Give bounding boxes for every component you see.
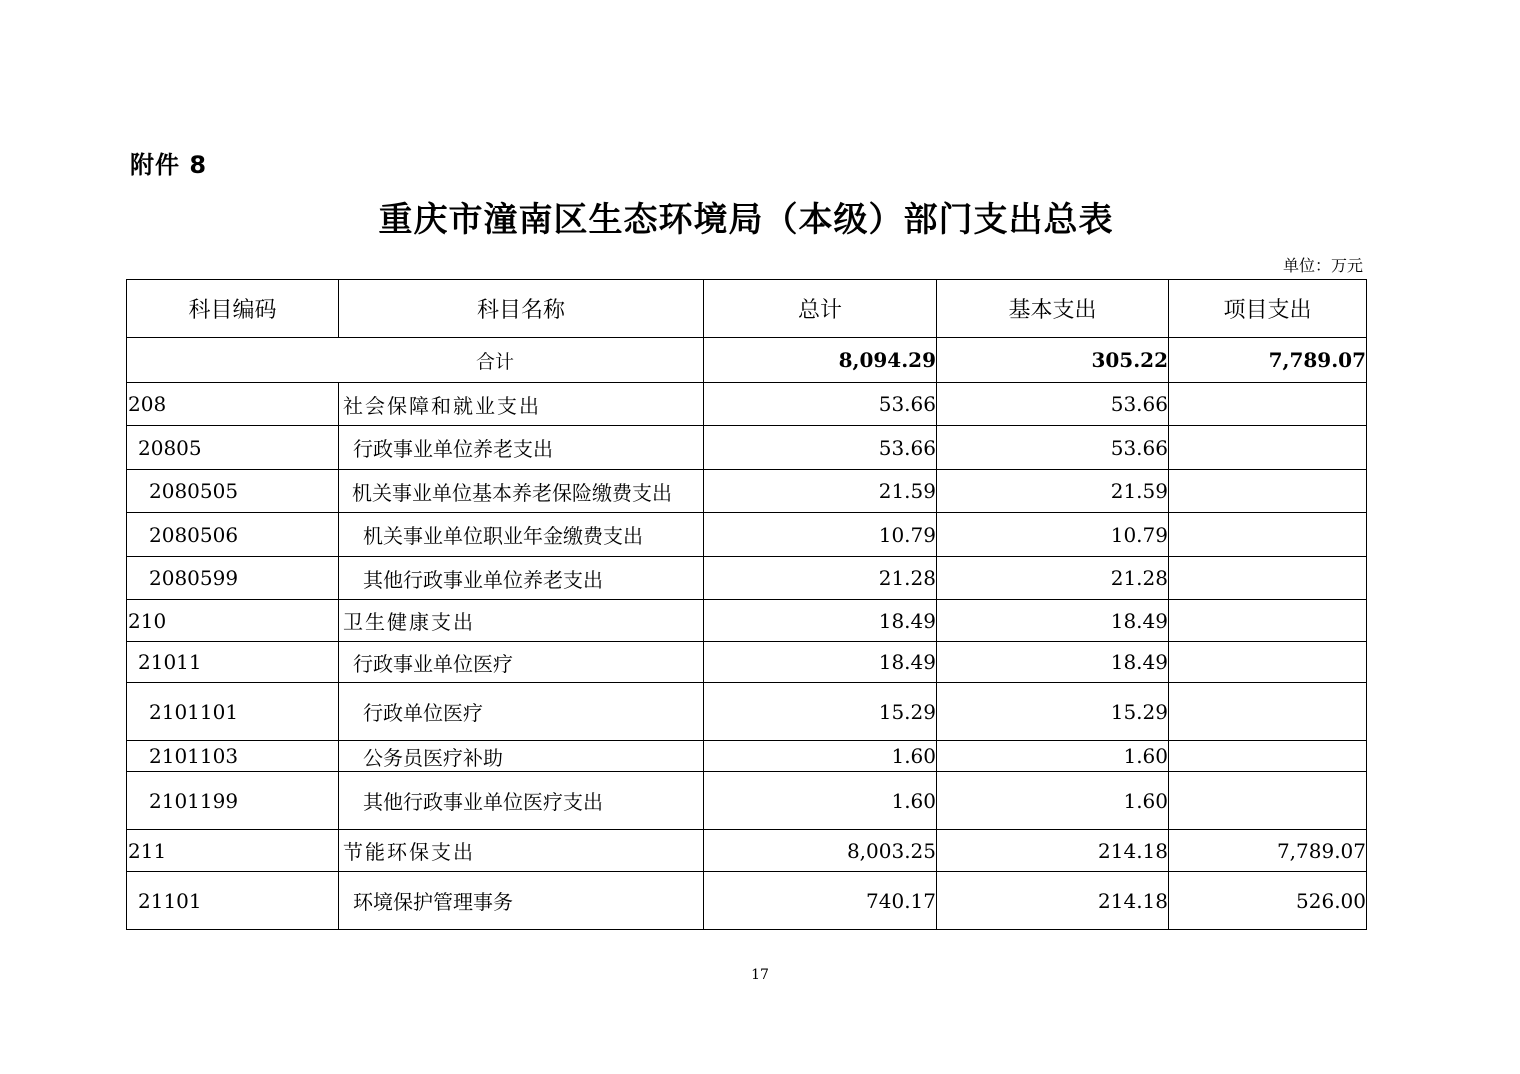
row-project — [1169, 383, 1367, 426]
document-title: 重庆市潼南区生态环境局（本级）部门支出总表 — [378, 200, 1114, 240]
table-row — [127, 470, 1367, 513]
row-name: 机关事业单位基本养老保险缴费支出 — [339, 470, 704, 513]
row-name: 行政事业单位养老支出 — [339, 426, 704, 470]
unit-label: 单位：万元 — [1282, 256, 1363, 275]
row-name: 环境保护管理事务 — [339, 872, 704, 930]
row-total: 740.17 — [704, 872, 937, 930]
page-number: 17 — [751, 967, 769, 983]
table-row — [127, 642, 1367, 683]
row-total: 1.60 — [704, 772, 937, 830]
row-total: 21.59 — [704, 470, 937, 513]
total-row — [127, 338, 1367, 383]
row-name: 其他行政事业单位养老支出 — [339, 557, 704, 600]
row-basic: 21.59 — [937, 470, 1169, 513]
table-row — [127, 426, 1367, 470]
table-row — [127, 772, 1367, 830]
row-name: 卫生健康支出 — [339, 600, 704, 642]
header-total: 总计 — [704, 280, 937, 338]
row-code: 2080599 — [127, 557, 339, 600]
row-basic: 1.60 — [937, 772, 1169, 830]
row-total: 1.60 — [704, 741, 937, 772]
expenditure-table — [126, 279, 1367, 930]
row-basic: 53.66 — [937, 426, 1169, 470]
row-name: 其他行政事业单位医疗支出 — [339, 772, 704, 830]
row-total: 8,003.25 — [704, 830, 937, 872]
row-code: 21011 — [127, 642, 339, 683]
row-total: 15.29 — [704, 683, 937, 741]
row-basic: 15.29 — [937, 683, 1169, 741]
row-total: 53.66 — [704, 383, 937, 426]
row-project — [1169, 426, 1367, 470]
row-basic: 214.18 — [937, 872, 1169, 930]
total-project: 7,789.07 — [1169, 338, 1367, 383]
row-name: 机关事业单位职业年金缴费支出 — [339, 513, 704, 557]
table-row — [127, 741, 1367, 772]
row-name: 节能环保支出 — [339, 830, 704, 872]
table-row — [127, 683, 1367, 741]
row-basic: 10.79 — [937, 513, 1169, 557]
row-project: 526.00 — [1169, 872, 1367, 930]
header-basic: 基本支出 — [937, 280, 1169, 338]
total-amount: 8,094.29 — [704, 338, 937, 383]
row-project — [1169, 741, 1367, 772]
row-code: 2101103 — [127, 741, 339, 772]
row-basic: 18.49 — [937, 642, 1169, 683]
row-project — [1169, 557, 1367, 600]
row-name: 社会保障和就业支出 — [339, 383, 704, 426]
attachment-label: 附件 8 — [130, 151, 208, 179]
table-row — [127, 872, 1367, 930]
row-project — [1169, 600, 1367, 642]
row-code: 2101199 — [127, 772, 339, 830]
row-total: 21.28 — [704, 557, 937, 600]
header-project: 项目支出 — [1169, 280, 1367, 338]
row-basic: 214.18 — [937, 830, 1169, 872]
total-label: 合计 — [127, 338, 704, 383]
row-code: 210 — [127, 600, 339, 642]
table-row — [127, 600, 1367, 642]
row-code: 21101 — [127, 872, 339, 930]
total-basic: 305.22 — [937, 338, 1169, 383]
header-name: 科目名称 — [339, 280, 704, 338]
row-code: 2101101 — [127, 683, 339, 741]
row-name: 公务员医疗补助 — [339, 741, 704, 772]
row-project: 7,789.07 — [1169, 830, 1367, 872]
row-project — [1169, 683, 1367, 741]
table-header-row — [127, 280, 1367, 338]
row-total: 10.79 — [704, 513, 937, 557]
row-name: 行政事业单位医疗 — [339, 642, 704, 683]
row-project — [1169, 470, 1367, 513]
row-basic: 18.49 — [937, 600, 1169, 642]
row-code: 211 — [127, 830, 339, 872]
row-basic: 21.28 — [937, 557, 1169, 600]
row-code: 20805 — [127, 426, 339, 470]
row-basic: 53.66 — [937, 383, 1169, 426]
row-code: 2080505 — [127, 470, 339, 513]
header-code: 科目编码 — [127, 280, 339, 338]
table-row — [127, 557, 1367, 600]
row-project — [1169, 772, 1367, 830]
row-total: 53.66 — [704, 426, 937, 470]
row-project — [1169, 642, 1367, 683]
table-row — [127, 383, 1367, 426]
row-total: 18.49 — [704, 600, 937, 642]
row-name: 行政单位医疗 — [339, 683, 704, 741]
table-row — [127, 513, 1367, 557]
row-basic: 1.60 — [937, 741, 1169, 772]
row-total: 18.49 — [704, 642, 937, 683]
row-project — [1169, 513, 1367, 557]
row-code: 2080506 — [127, 513, 339, 557]
row-code: 208 — [127, 383, 339, 426]
table-row — [127, 830, 1367, 872]
